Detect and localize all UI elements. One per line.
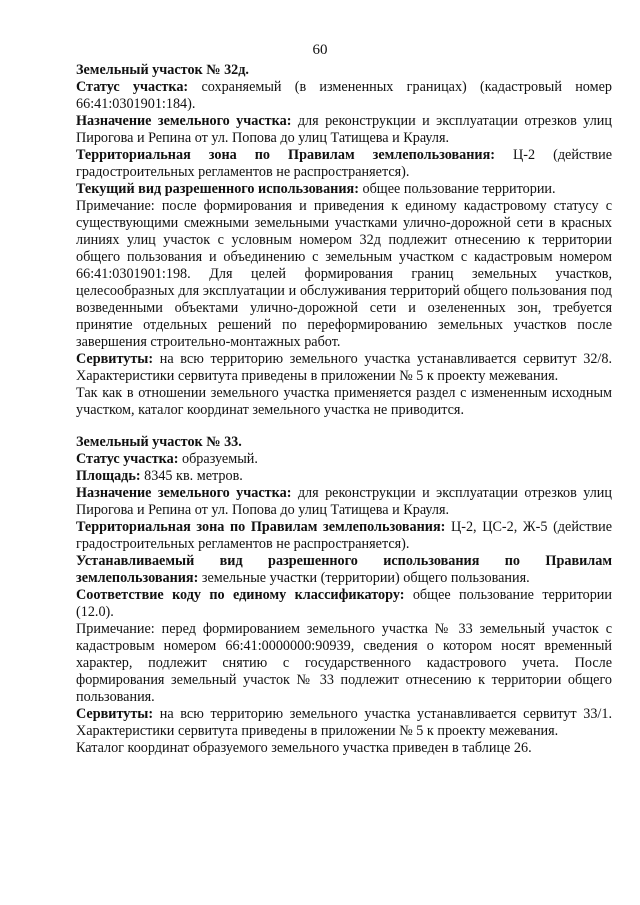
zone-label: Территориальная зона по Правилам землепользования: [76,519,446,535]
purpose-label: Назначение земельного участка: [76,113,292,129]
servitude-label: Сервитуты: [76,351,154,367]
purpose-paragraph [76,113,612,147]
area-label: Площадь: [76,468,141,484]
zone-paragraph [76,519,612,553]
servitude-paragraph [76,706,612,740]
purpose-label: Назначение земельного участка: [76,485,292,501]
area-text: 8345 кв. метров. [140,468,243,484]
servitude-text: на всю территорию земельного участка устанавливается сервитут 32/8. Характеристики сервитута приведены в приложении № 5 к проекту межевания. [76,351,612,384]
section-title-32d: Земельный участок № 32д. [76,62,249,78]
section-title-33: Земельный участок № 33. [76,434,242,450]
status-text: образуемый. [178,451,258,467]
purpose-text: для реконструкции и эксплуатации отрезков улиц Пирогова и Репина от ул. Попова до улиц Татищева и Крауля. [76,485,612,518]
classifier-label: Соответствие коду по единому классификатору: [76,587,405,603]
note-paragraph: Примечание: перед формированием земельного участка № 33 земельный участок с кадастровым номером 66:41:0000000:90939, сведения о котором носят временный характер, подлежит снятию с государственного кадастрового учета. После формирования земельный участок № 33 подлежит отнесению к территории общего пользования. [76,621,612,705]
allowed-use-text: земельные участки (территории) общего пользования. [198,570,530,586]
status-label: Статус участка: [76,79,189,95]
classifier-text: общее пользование территории (12.0). [76,587,612,620]
servitude-label: Сервитуты: [76,706,154,722]
section-gap [76,419,612,434]
servitude-text: на всю территорию земельного участка устанавливается сервитут 33/1. Характеристики сервитута приведены в приложении № 5 к проекту межевания. [76,706,612,739]
zone-label: Территориальная зона по Правилам землепользования: [76,147,495,163]
document-body [76,62,612,757]
status-paragraph [76,451,612,468]
status-text: сохраняемый (в измененных границах) (кадастровый номер 66:41:0301901:184). [76,79,612,112]
current-use-text: общее пользование территории. [358,181,556,197]
allowed-use-paragraph [76,553,612,587]
note-paragraph: Примечание: после формирования и приведения к единому кадастровому статусу с существующими смежными земельными участками улично-дорожной сети в красных линиях улиц участок с условным номером 32д подлежит отнесению к территории общего пользования и объединению с земельным участком с кадастровым номером 66:41:0301901:198. Для целей формирования границ земельных участков, целесообразных для эксплуатации и обслуживания территорий общего пользования под возведенными объектами улично-дорожной сети и озелененных зон, требуется принятие отдельных решений по переформированию земельных участков после завершения строительно-монтажных работ. [76,198,612,350]
zone-text: Ц-2 (действие градостроительных регламентов не распространяется). [76,147,613,180]
status-paragraph [76,79,612,113]
catalog-paragraph: Каталог координат образуемого земельного участка приведен в таблице 26. [76,740,532,756]
zone-paragraph [76,147,612,181]
catalog-paragraph: Так как в отношении земельного участка применяется раздел с измененным исходным участком, каталог координат земельного участка не приводится. [76,385,612,418]
page-number: 60 [312,42,328,58]
zone-text: Ц-2, ЦС-2, Ж-5 (действие градостроительных регламентов не распространяется). [76,519,612,552]
current-use-label: Текущий вид разрешенного использования: [76,181,359,197]
servitude-paragraph [76,351,612,385]
area-paragraph [76,468,612,485]
purpose-text: для реконструкции и эксплуатации отрезков улиц Пирогова и Репина от ул. Попова до улиц Татищева и Крауля. [76,113,612,146]
purpose-paragraph [76,485,612,519]
current-use-paragraph [76,181,612,198]
status-label: Статус участка: [76,451,179,467]
classifier-paragraph [76,587,612,621]
allowed-use-label: Устанавливаемый вид разрешенного использования по Правилам землепользования: [76,553,612,586]
